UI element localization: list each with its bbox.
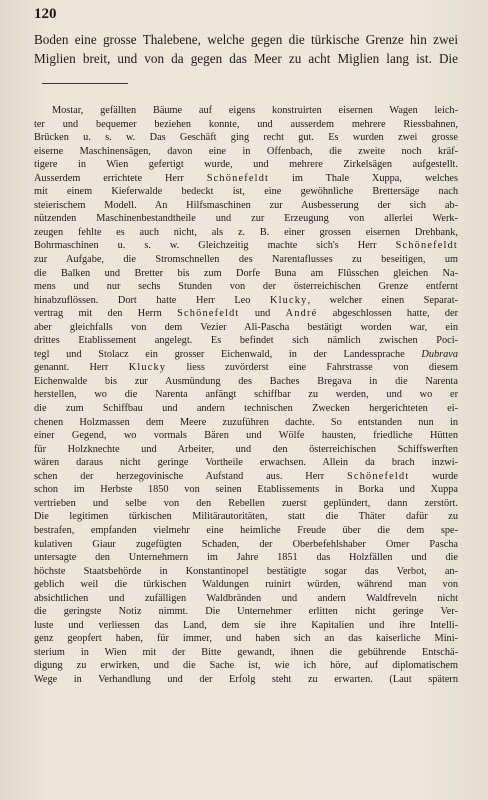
footnote-line [34,565,458,579]
footnote-text: schen der herzegovinische Aufstand aus. Herr [34,470,347,482]
footnote-line [34,646,458,660]
spaced-name: Klucky [269,294,308,306]
footnote-line [34,294,458,308]
footnote-text: digung zu erwirken, und die Sache ist, wie ich höre, auf diplomatischem [34,660,458,672]
footnote-text: mit einem Kieferwalde bedeckt ist, eine gewöhnliche Brettersäge nach [34,186,458,198]
footnote-text: tigere in Wien gefertigt wurde, und mehrere Zirkelsägen aufgestellt. [34,159,458,171]
footnote-line [34,402,458,416]
footnote-text: im Thale Xuppa, welches [269,172,458,184]
footnote-line [34,605,458,619]
footnote-line [34,348,458,362]
footnote-text: die geringste Notiz nimmt. Die Unternehmer erlitten nicht geringe Ver- [34,606,458,618]
footnote-text: abgeschlossen hatte, der [317,308,458,320]
footnote-line [34,416,458,430]
footnote-text: vertrag mit den Herrn [34,308,178,320]
footnote-line [34,145,458,159]
footnote-line [34,131,458,145]
footnote-text: kulativen Giaur zugefügten Schaden, der Oberbefehlshaber Omer Pascha [34,538,458,550]
footnote-line [34,158,458,172]
footnote-line [34,172,458,186]
footnote-text: für Holzknechte und Arbeiter, und den österreichischen Schiffswerften [34,443,458,455]
footnote-text: einer Gegend, wo vormals Bären und Wölfe hausten, friedliche Hütten [34,430,458,442]
footnote-text: absichtlichen und zufälligen Waldbränden und andern Waldfreveln nicht [34,592,458,604]
footnote-line [34,307,458,321]
footnote-text: die zum Schiffbau und andern technischen Zwecken hergerichteten ei- [34,403,458,415]
main-text: Boden eine grosse Thalebene, welche gegen die türkische Grenze hin zwei Miglien breit, und von da gegen das Meer zu acht Miglien lang ist. Die [34,32,458,66]
footnote-text: und [239,308,286,320]
footnote-text: die Balken und Bretter bis zum Dorfe Buna am Flüsschen gleichen Na- [34,267,458,279]
footnote-text: genz geopfert haben, für immer, und haben sich an das kaiserliche Mini- [34,633,458,645]
footnote-text: eiserne Maschinensägen, davon eine in Offenbach, die zweite noch kräf- [34,145,458,157]
footnote-text: steierischem Modell. An Hilfsmaschinen zur Ausbesserung der sich ab- [34,199,458,211]
footnote-text: geblich weil die türkischen Waldungen ruinirt würden, während man von [34,579,458,591]
footnote-text: wurde [409,470,458,482]
footnote-line [34,429,458,443]
footnote-text: Wege in Verhandlung und der Erfolg steht zu erwarten. (Laut spätern [34,673,458,685]
footnote-line [34,659,458,673]
footnote-text: schon im Herbste 1850 von seinen Etablissements in Borka und Xuppa [34,484,458,496]
footnote-text: höchste Staatsbehörde in Konstantinopel bestätigte sogar das Verbot, an- [34,565,458,577]
footnote-text: vertrieben und selbe von den Rebellen zuerst geplündert, dann zerstört. [34,497,458,509]
footnote-text: sterium in Wien mit der Bitte gewandt, ihnen die gebührende Entschä- [34,646,458,658]
footnote-text: hinabzuflössen. Dort hatte Herr Leo [34,294,270,306]
footnote-line [34,321,458,335]
spaced-name: Schönefeldt [347,470,410,482]
footnote-text: untersagte den Unternehmern im Jahre 1851 das Holzfällen und die [34,552,458,564]
spaced-name: Schönefeldt [395,240,458,252]
footnote [34,104,458,687]
spaced-name: Schönefeldt [177,308,240,320]
footnote-line [34,226,458,240]
footnote-line [34,253,458,267]
footnote-line [34,239,458,253]
footnote-line [34,267,458,281]
footnote-text: liess zuvörderst eine Fahrstrasse von diesem [166,362,458,374]
footnote-line [34,118,458,132]
footnote-text: nützenden Maschinenbestandtheile und zur Erzeugung von allerlei Werk- [34,213,458,225]
footnote-line [34,632,458,646]
footnote-text: Brücken u. s. w. Das Geschäft ging recht gut. Es wurden zwei grosse [34,132,458,144]
footnote-text: herstellen, wo die Narenta anfängt schiffbar zu werden, und wo er [34,389,458,401]
footnote-line [34,673,458,687]
spaced-name: Schönefeldt [206,172,270,184]
footnote-line [34,199,458,213]
footnote-text: wären daraus nicht geringe Vortheile erwachsen. Allein da brach inzwi- [34,457,458,469]
footnote-line [34,619,458,633]
footnote-line [34,280,458,294]
footnote-line [34,470,458,484]
footnote-line [34,334,458,348]
footnote-text: ter und bequemer beziehen konnte, und ausserdem mehrere Riessbahnen, [34,118,458,130]
footnote-line [34,538,458,552]
spaced-name: André [285,308,318,320]
footnote-text: Mostar, gefällten Bäume auf eigens konstruirten eisernen Wagen leich- [52,105,458,116]
footnote-line [34,524,458,538]
footnote-text: tegl und Stolacz ein grosser Eichenwald, in der Landessprache [34,348,422,360]
footnote-line [34,497,458,511]
footnote-text: Eichenwalde bis zur Ausmündung des Baches Bregava in die Narenta [34,375,458,387]
footnote-text: genannt. Herr [34,362,129,374]
footnote-line [34,592,458,606]
footnote-separator [42,83,128,84]
footnote-line [34,456,458,470]
footnote-text: Die legitimen türkischen Militärautoritäten, statt die Thäter dafür zu [34,511,458,523]
footnote-text: drittes Etablissement angelegt. Es befindet sich nämlich zwischen Poci- [34,335,458,347]
footnote-text: Ausserdem errichtete Herr [34,172,207,184]
footnote-line [34,551,458,565]
footnote-line [34,185,458,199]
footnote-text: mens und nur sechs Stunden von der österreichischen Grenze entfernt [34,281,458,293]
footnote-text: bestrafen, empfanden vielmehr eine heimliche Freude über die dem spe- [34,524,458,536]
footnote-text: , welcher einen Separat- [307,294,458,306]
footnote-line [34,578,458,592]
page-number: 120 [34,6,57,22]
footnote-line [34,510,458,524]
footnote-line [34,361,458,375]
footnote-line [34,212,458,226]
footnote-line [34,483,458,497]
italic-term: Dubrava [421,348,458,360]
footnote-text: zeugen fehlte es auch nicht, als z. B. einer grossen eisernen Drehbank, [34,226,458,238]
footnote-line [34,443,458,457]
footnote-text: zur Aufgabe, die Stromschnellen des Narentaflusses zu beseitigen, um [34,254,458,266]
footnote-line [34,375,458,389]
footnote-text: luste und verliessen das Land, dem sie ihre Kapitalien und ihre Intelli- [34,619,458,631]
spaced-name: Klucky [128,362,167,374]
footnote-line [34,104,458,118]
footnote-line [34,388,458,402]
footnote-text: aber gleichfalls von dem Vezier Ali-Pascha bestätigt worden war, ein [34,321,458,333]
footnote-text: chenen Holzmassen dem Meere zuzuführen dachte. So entstanden nun in [34,416,458,428]
footnote-text: Bohrmaschinen u. s. w. Gleichzeitig machte sich's Herr [34,240,396,252]
